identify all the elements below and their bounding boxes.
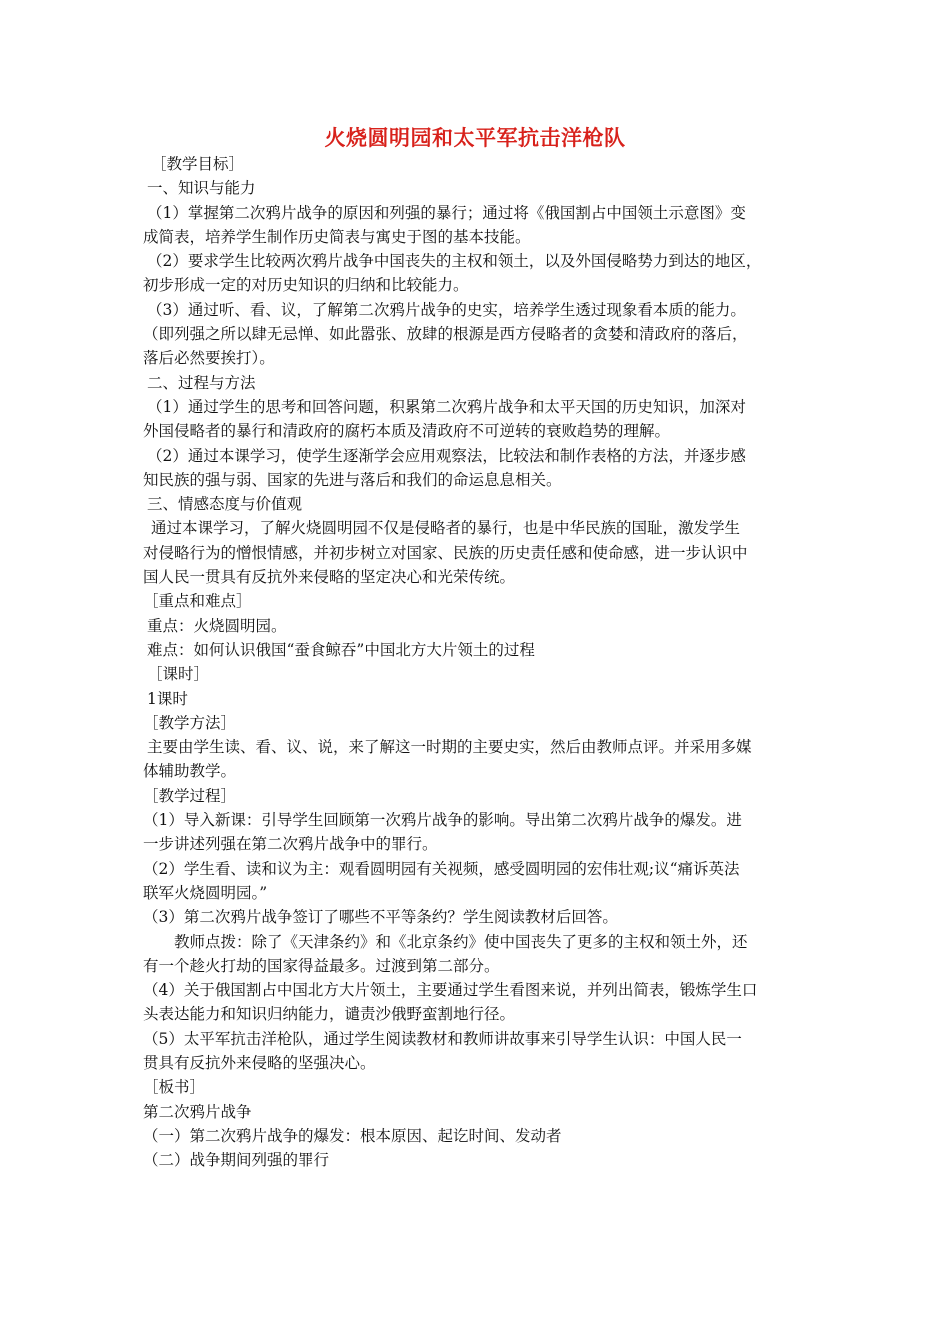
section-heading: ［教学过程］	[143, 786, 237, 805]
section-heading: ［板书］	[143, 1078, 206, 1097]
paragraph-line: （1）通过学生的思考和回答问题，积累第二次鸦片战争和太平天国的历史知识，加深对	[147, 397, 746, 416]
paragraph-line: 通过本课学习，了解火烧圆明园不仅是侵略者的暴行，也是中华民族的国耻，激发学生	[151, 519, 741, 538]
paragraph-line: （4）关于俄国割占中国北方大片领土，主要通过学生看图来说，并列出简表，锻炼学生口	[143, 981, 758, 1000]
section-heading: ［课时］	[147, 665, 210, 684]
paragraph-line: 主要由学生读、看、议、说，来了解这一时期的主要史实，然后由教师点评。并采用多媒	[147, 738, 752, 757]
paragraph-line: （2）学生看、读和议为主：观看圆明园有关视频，感受圆明园的宏伟壮观;议“痛诉英法	[143, 859, 740, 878]
paragraph-line: 有一个趁火打劫的国家得益最多。过渡到第二部分。	[143, 956, 500, 975]
section-heading: ［教学目标］	[151, 155, 245, 173]
paragraph-line: 外国侵略者的暴行和清政府的腐朽本质及清政府不可逆转的衰败趋势的理解。	[143, 422, 671, 441]
paragraph-line: 1课时	[147, 689, 188, 708]
section-heading: ［重点和难点］	[143, 592, 252, 611]
paragraph-line: （二）战争期间列强的罪行	[143, 1151, 330, 1170]
subsection-heading: 二、过程与方法	[147, 373, 256, 392]
section-heading: ［教学方法］	[143, 713, 237, 732]
paragraph-line: 知民族的强与弱、国家的先进与落后和我们的命运息息相关。	[143, 470, 562, 489]
paragraph-line: 落后必然要挨打）。	[143, 349, 275, 368]
subsection-heading: 三、情感态度与价值观	[147, 495, 303, 514]
paragraph-line: 成简表，培养学生制作历史简表与寓史于图的基本技能。	[143, 227, 531, 246]
paragraph-line: 头表达能力和知识归纳能力，谴责沙俄野蛮割地行径。	[143, 1005, 516, 1024]
paragraph-line: （即列强之所以肆无忌惮、如此嚣张、放肆的根源是西方侵略者的贪婪和清政府的落后，	[143, 325, 748, 344]
paragraph-line: （3）通过听、看、议，了解第二次鸦片战争的史实，培养学生透过现象看本质的能力。	[147, 300, 746, 319]
paragraph-line: 贯具有反抗外来侵略的坚强决心。	[143, 1053, 376, 1072]
paragraph-line: 初步形成一定的对历史知识的归纳和比较能力。	[143, 276, 469, 295]
paragraph-line: 对侵略行为的憎恨情感，并初步树立对国家、民族的历史责任感和使命感，进一步认识中	[143, 543, 748, 562]
paragraph-line: 国人民一贯具有反抗外来侵略的坚定决心和光荣传统。	[143, 568, 516, 587]
paragraph-line: 难点：如何认识俄国“蚕食鲸吞”中国北方大片领土的过程	[147, 640, 535, 659]
paragraph-line: （1）掌握第二次鸦片战争的原因和列强的暴行；通过将《俄国割占中国领土示意图》变	[147, 203, 746, 222]
paragraph-line: （1）导入新课：引导学生回顾第一次鸦片战争的影响。导出第二次鸦片战争的爆发。进	[143, 811, 742, 830]
paragraph-line: （5）太平军抗击洋枪队，通过学生阅读教材和教师讲故事来引导学生认识：中国人民一	[143, 1029, 742, 1048]
paragraph-line: 教师点拨：除了《天津条约》和《北京条约》使中国丧失了更多的主权和领土外，还	[174, 932, 748, 951]
paragraph-line: 第二次鸦片战争	[143, 1102, 252, 1121]
document-title: 火烧圆明园和太平军抗击洋枪队	[324, 125, 626, 150]
paragraph-line: （一）第二次鸦片战争的爆发：根本原因、起讫时间、发动者	[143, 1126, 562, 1145]
paragraph-line: 联军火烧圆明园。”	[143, 883, 268, 902]
paragraph-line: 重点：火烧圆明园。	[147, 616, 287, 635]
paragraph-line: （2）要求学生比较两次鸦片战争中国丧失的主权和领土，以及外国侵略势力到达的地区，	[147, 252, 762, 271]
subsection-heading: 一、知识与能力	[147, 179, 256, 198]
paragraph-line: （3）第二次鸦片战争签订了哪些不平等条约？学生阅读教材后回答。	[143, 908, 618, 927]
document-body	[143, 152, 823, 1172]
paragraph-line: 一步讲述列强在第二次鸦片战争中的罪行。	[143, 835, 438, 854]
paragraph-line: （2）通过本课学习，使学生逐渐学会应用观察法，比较法和制作表格的方法，并逐步感	[147, 446, 746, 465]
paragraph-line: 体辅助教学。	[143, 762, 237, 781]
